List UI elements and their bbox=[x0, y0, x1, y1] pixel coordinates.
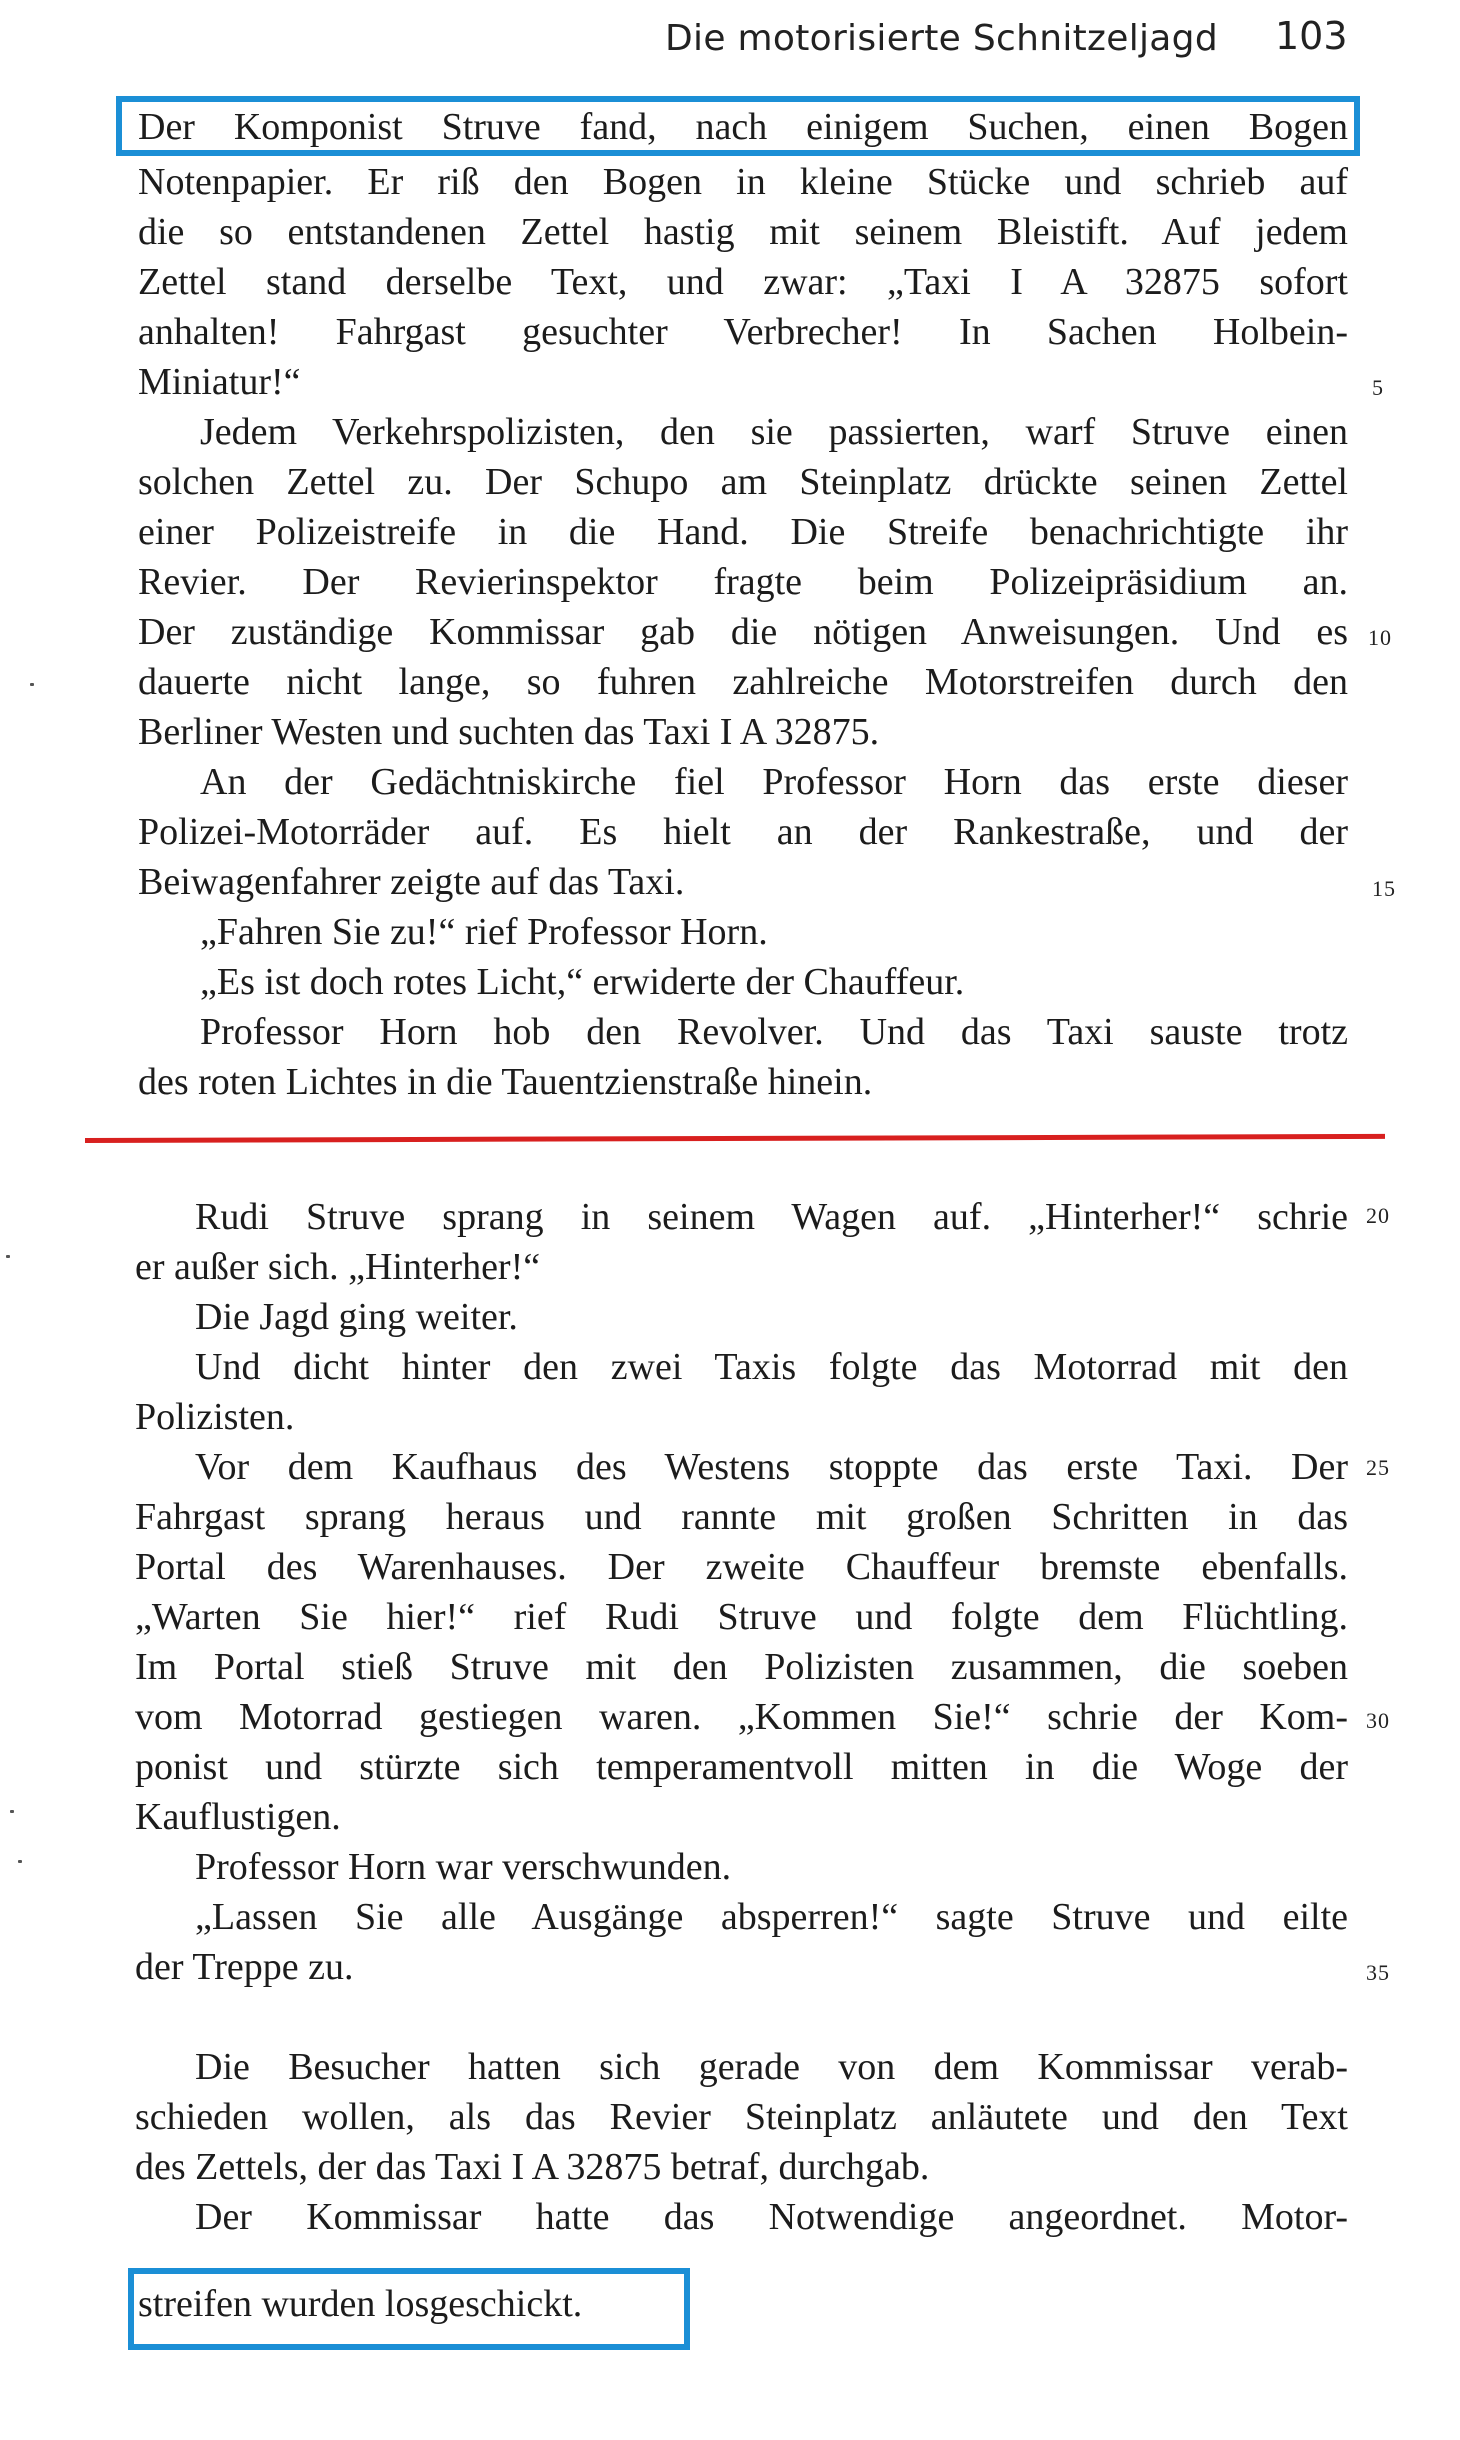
text-line: Der zuständige Kommissar gab die nötigen Anweisungen. Und es bbox=[138, 611, 1348, 653]
text-line: die so entstandenen Zettel hastig mit seinem Bleistift. Auf jedem bbox=[138, 211, 1348, 253]
text-line: Kauflustigen. bbox=[135, 1796, 341, 1838]
text-line: Jedem Verkehrspolizisten, den sie passierten, warf Struve einen bbox=[200, 411, 1348, 453]
text-line: „Warten Sie hier!“ rief Rudi Struve und folgte dem Flüchtling. bbox=[135, 1596, 1348, 1638]
text-line: schieden wollen, als das Revier Steinplatz anläutete und den Text bbox=[135, 2096, 1348, 2138]
text-line: Im Portal stieß Struve mit den Polizisten zusammen, die soeben bbox=[135, 1646, 1348, 1688]
text-line: „Lassen Sie alle Ausgänge absperren!“ sagte Struve und eilte bbox=[195, 1896, 1348, 1938]
text-line: anhalten! Fahrgast gesuchter Verbrecher! In Sachen Holbein- bbox=[138, 311, 1348, 353]
text-line: Fahrgast sprang heraus und rannte mit großen Schritten in das bbox=[135, 1496, 1348, 1538]
text-line: einer Polizeistreife in die Hand. Die Streife benachrichtigte ihr bbox=[138, 511, 1348, 553]
line-number: 35 bbox=[1366, 1960, 1390, 1985]
text-line: Berliner Westen und suchten das Taxi I A 32875. bbox=[138, 711, 880, 753]
text-line: Polizisten. bbox=[135, 1396, 295, 1438]
text-line: Zettel stand derselbe Text, und zwar: „Taxi I A 32875 sofort bbox=[138, 261, 1348, 303]
line-number: 10 bbox=[1368, 625, 1392, 650]
highlight-box-first-line bbox=[116, 96, 1360, 156]
text-line: er außer sich. „Hinterher!“ bbox=[135, 1246, 541, 1288]
text-line: Professor Horn war verschwunden. bbox=[195, 1846, 732, 1888]
text-line: ponist und stürzte sich temperamentvoll mitten in die Woge der bbox=[135, 1746, 1348, 1788]
running-title: Die motorisierte Schnitzeljagd bbox=[665, 18, 1218, 59]
text-line: Beiwagenfahrer zeigte auf das Taxi. bbox=[138, 861, 685, 903]
text-line: Polizei-Motorräder auf. Es hielt an der Rankestraße, und der bbox=[138, 811, 1348, 853]
highlight-box-last-line bbox=[128, 2268, 690, 2350]
scan-speck bbox=[30, 683, 34, 686]
line-number: 5 bbox=[1372, 375, 1384, 400]
line-number: 15 bbox=[1372, 876, 1396, 901]
text-line: „Fahren Sie zu!“ rief Professor Horn. bbox=[200, 911, 768, 953]
text-line: Miniatur!“ bbox=[138, 361, 301, 403]
text-line: Portal des Warenhauses. Der zweite Chauffeur bremste ebenfalls. bbox=[135, 1546, 1348, 1588]
text-line: Professor Horn hob den Revolver. Und das Taxi sauste trotz bbox=[200, 1011, 1348, 1053]
text-line: Die Besucher hatten sich gerade von dem Kommissar verab- bbox=[195, 2046, 1348, 2088]
text-line: vom Motorrad gestiegen waren. „Kommen Sie!“ schrie der Kom- bbox=[135, 1696, 1348, 1738]
text-line: Vor dem Kaufhaus des Westens stoppte das erste Taxi. Der bbox=[195, 1446, 1348, 1488]
text-line: Die Jagd ging weiter. bbox=[195, 1296, 518, 1338]
line-number: 25 bbox=[1366, 1455, 1390, 1480]
line-number: 20 bbox=[1366, 1203, 1390, 1228]
text-line: des Zettels, der das Taxi I A 32875 betraf, durchgab. bbox=[135, 2146, 930, 2188]
text-line: dauerte nicht lange, so fuhren zahlreiche Motorstreifen durch den bbox=[138, 661, 1348, 703]
text-line: Und dicht hinter den zwei Taxis folgte das Motorrad mit den bbox=[195, 1346, 1348, 1388]
text-line: Rudi Struve sprang in seinem Wagen auf. „Hinterher!“ schrie bbox=[195, 1196, 1348, 1238]
text-line: An der Gedächtniskirche fiel Professor Horn das erste dieser bbox=[200, 761, 1348, 803]
page-number: 103 bbox=[1275, 14, 1348, 58]
scan-speck bbox=[18, 1860, 22, 1863]
scan-speck bbox=[6, 1255, 10, 1258]
text-line: „Es ist doch rotes Licht,“ erwiderte der Chauffeur. bbox=[200, 961, 965, 1003]
text-line: solchen Zettel zu. Der Schupo am Steinplatz drückte seinen Zettel bbox=[138, 461, 1348, 503]
scan-speck bbox=[10, 1810, 14, 1813]
line-number: 30 bbox=[1366, 1708, 1390, 1733]
text-line: der Treppe zu. bbox=[135, 1946, 354, 1988]
text-line: Der Kommissar hatte das Notwendige angeordnet. Motor- bbox=[195, 2196, 1348, 2238]
text-line: streifen wurden losgeschickt. bbox=[138, 2283, 583, 2325]
text-line: Notenpapier. Er riß den Bogen in kleine Stücke und schrieb auf bbox=[138, 161, 1348, 203]
text-line: Revier. Der Revierinspektor fragte beim Polizeipräsidium an. bbox=[138, 561, 1348, 603]
red-divider-line bbox=[85, 1134, 1385, 1143]
text-line: Der Komponist Struve fand, nach einigem Suchen, einen Bogen bbox=[138, 106, 1348, 148]
text-line: des roten Lichtes in die Tauentzienstraße hinein. bbox=[138, 1061, 873, 1103]
